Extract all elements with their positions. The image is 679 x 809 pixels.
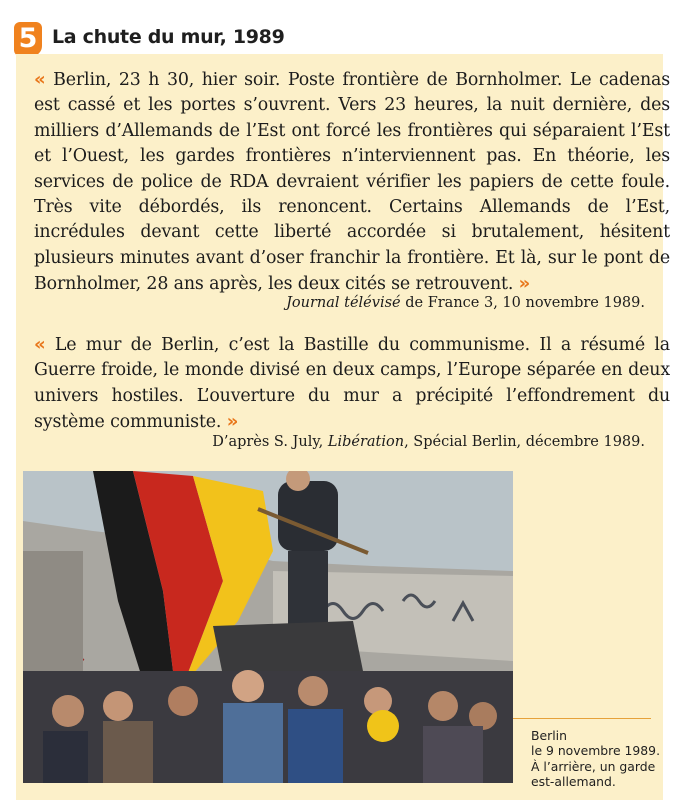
- document-panel: [16, 54, 670, 800]
- quote-2-source-pre: D’après S. July,: [212, 434, 328, 450]
- quote-1: [34, 67, 670, 298]
- quote-1-source-rest: de France 3, 10 novembre 1989.: [400, 295, 645, 311]
- document-header: [14, 18, 285, 56]
- caption-rule: [513, 718, 651, 719]
- quote-2-source: [212, 434, 645, 450]
- quote-1-text: Berlin, 23 h 30, hier soir. Poste frontière de Bornholmer. Le cadenas est cassé et les portes s’ouvrent. Vers 23 heures, la nuit dernière, des milliers d’Allemands de l’Est ont forcé les frontières qui séparaient l’Est et l’Ouest, les gardes frontières n’interviennent pas. En théorie, les services de police de RDA devraient vérifier les papiers de cette foule. Très vite débordés, ils renoncent. Certains Allemands de l’Est, incrédules devant cette liberté accordée si brutalement, hésitent plusieurs minutes avant d’oser franchir la frontière. Et là, sur le pont de Bornholmer, 28 ans après, les deux cités se retrouvent.: [34, 70, 670, 295]
- quote-2-source-rest: , Spécial Berlin, décembre 1989.: [404, 434, 645, 450]
- quote-1-source-title: Journal télévisé: [286, 295, 401, 311]
- photo-caption: [531, 728, 671, 790]
- quote-2-close-mark: »: [226, 411, 239, 433]
- quote-2: [34, 332, 670, 436]
- caption-line-4: est-allemand.: [531, 774, 616, 790]
- caption-line-2: le 9 novembre 1989.: [531, 743, 661, 759]
- document-title: La chute du mur, 1989: [52, 26, 285, 48]
- quote-2-source-title: Libération: [327, 434, 405, 450]
- quote-1-close-mark: »: [518, 273, 531, 295]
- quote-1-source: [286, 295, 645, 311]
- caption-line-3: À l’arrière, un garde: [531, 758, 656, 774]
- berlin-wall-photo: [23, 471, 513, 783]
- document-number-badge: 5: [14, 22, 42, 56]
- quote-2-text: Le mur de Berlin, c’est la Bastille du communisme. Il a résumé la Guerre froide, le monde divisé en deux camps, l’Europe séparée en deux univers hostiles. L’ouverture du mur a précipité l’effondrement du système communiste.: [34, 335, 670, 433]
- quote-2-open-mark: «: [34, 334, 46, 355]
- caption-line-1: Berlin: [531, 728, 567, 743]
- quote-1-open-mark: «: [34, 69, 46, 90]
